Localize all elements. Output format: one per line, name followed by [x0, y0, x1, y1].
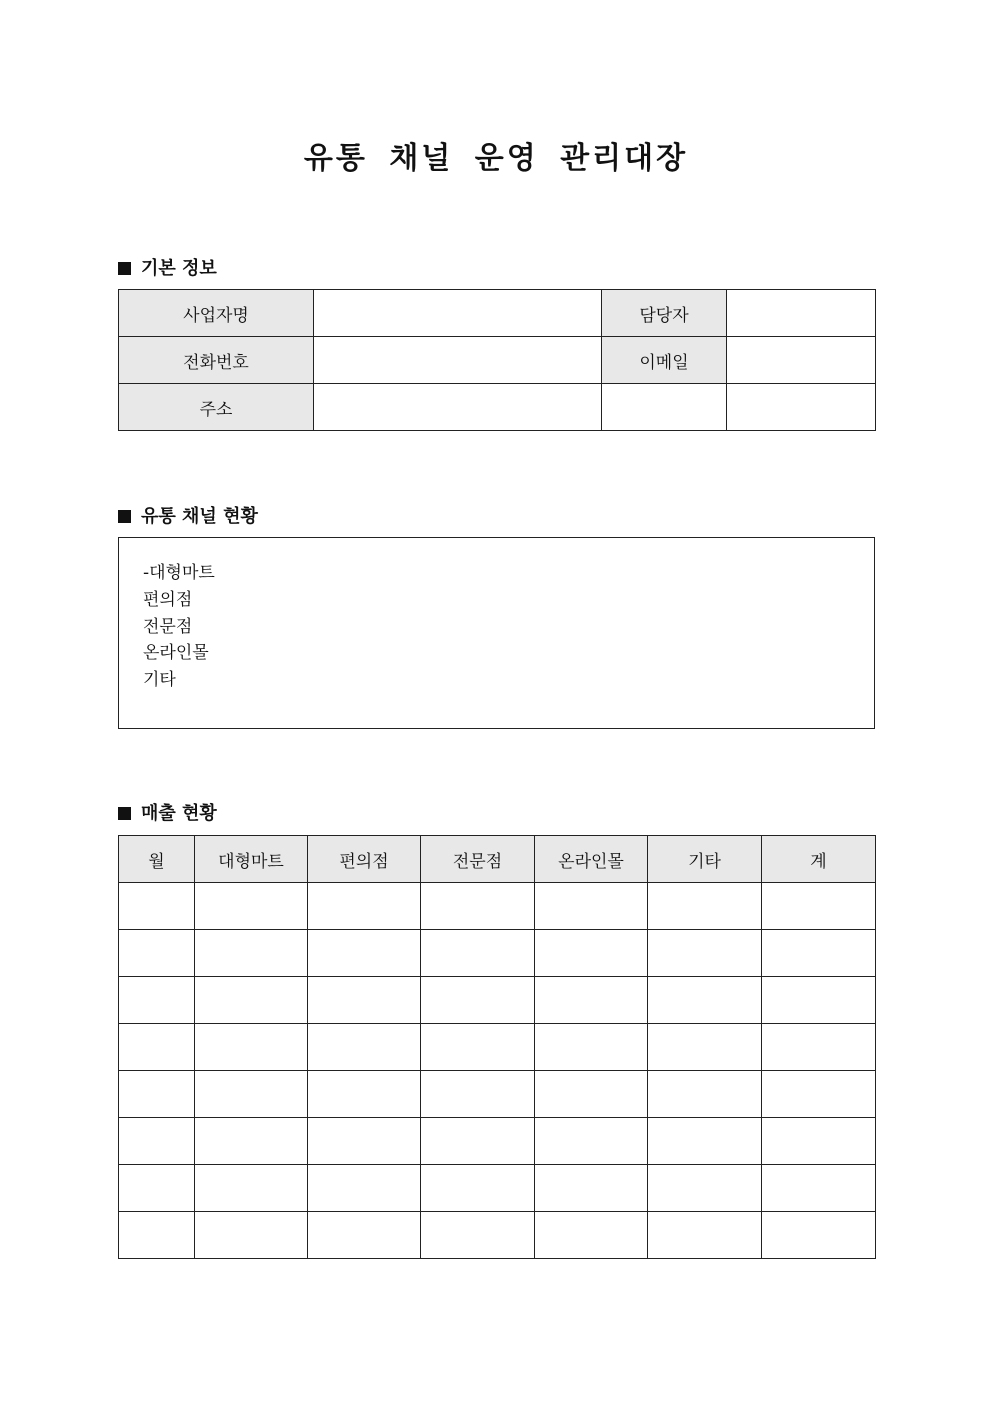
sales-table-body: [119, 883, 876, 1259]
cell-online-mall[interactable]: [535, 1071, 648, 1118]
cell-hypermarket[interactable]: [195, 883, 308, 930]
cell-online-mall[interactable]: [535, 930, 648, 977]
cell-online-mall[interactable]: [535, 883, 648, 930]
cell-other[interactable]: [648, 977, 762, 1024]
email-field[interactable]: [727, 337, 876, 384]
table-row: [119, 1118, 876, 1165]
table-row: [119, 977, 876, 1024]
cell-convenience-store[interactable]: [308, 930, 421, 977]
channel-item: 온라인몰: [143, 643, 209, 663]
cell-specialty-store[interactable]: [421, 1118, 535, 1165]
cell-hypermarket[interactable]: [195, 1118, 308, 1165]
table-row: [119, 1212, 876, 1259]
cell-month[interactable]: [119, 883, 195, 930]
cell-other[interactable]: [648, 1212, 762, 1259]
cell-other[interactable]: [648, 1071, 762, 1118]
cell-specialty-store[interactable]: [421, 977, 535, 1024]
table-row: [119, 337, 876, 384]
cell-total[interactable]: [762, 930, 876, 977]
cell-online-mall[interactable]: [535, 1024, 648, 1071]
table-row: [119, 1165, 876, 1212]
cell-total[interactable]: [762, 1212, 876, 1259]
cell-specialty-store[interactable]: [421, 1165, 535, 1212]
cell-convenience-store[interactable]: [308, 1024, 421, 1071]
cell-specialty-store[interactable]: [421, 1071, 535, 1118]
column-header-total: 계: [762, 836, 876, 883]
cell-convenience-store[interactable]: [308, 883, 421, 930]
cell-hypermarket[interactable]: [195, 1071, 308, 1118]
column-header-other: 기타: [648, 836, 762, 883]
address-extra-field-2[interactable]: [727, 384, 876, 431]
phone-field[interactable]: [314, 337, 602, 384]
table-row: [119, 1071, 876, 1118]
cell-convenience-store[interactable]: [308, 977, 421, 1024]
column-header-online-mall: 온라인몰: [535, 836, 648, 883]
column-header-specialty-store: 전문점: [421, 836, 535, 883]
channel-item: -대형마트: [143, 563, 215, 583]
cell-month[interactable]: [119, 1071, 195, 1118]
section-heading-label: 매출 현황: [141, 803, 217, 824]
phone-label: 전화번호: [119, 337, 314, 384]
cell-other[interactable]: [648, 930, 762, 977]
section-heading-label: 기본 정보: [141, 258, 217, 279]
cell-convenience-store[interactable]: [308, 1212, 421, 1259]
business-name-field[interactable]: [314, 290, 602, 337]
basic-info-table: [118, 289, 876, 431]
cell-online-mall[interactable]: [535, 1118, 648, 1165]
cell-online-mall[interactable]: [535, 1165, 648, 1212]
cell-month[interactable]: [119, 977, 195, 1024]
cell-month[interactable]: [119, 1118, 195, 1165]
table-row: [119, 930, 876, 977]
square-bullet-icon: [118, 510, 131, 523]
cell-convenience-store[interactable]: [308, 1071, 421, 1118]
cell-hypermarket[interactable]: [195, 1212, 308, 1259]
channel-item: 편의점: [143, 590, 193, 610]
table-row: [119, 1024, 876, 1071]
cell-specialty-store[interactable]: [421, 1024, 535, 1071]
column-header-hypermarket: 대형마트: [195, 836, 308, 883]
square-bullet-icon: [118, 807, 131, 820]
table-row: [119, 384, 876, 431]
cell-hypermarket[interactable]: [195, 1024, 308, 1071]
manager-label: 담당자: [602, 290, 727, 337]
section-heading-basic-info: [118, 254, 217, 280]
address-field[interactable]: [314, 384, 602, 431]
cell-total[interactable]: [762, 1024, 876, 1071]
page-title: 유통 채널 운영 관리대장: [303, 141, 689, 176]
section-heading-label: 유통 채널 현황: [141, 506, 258, 527]
channel-item: 기타: [143, 670, 176, 690]
cell-total[interactable]: [762, 1071, 876, 1118]
cell-month[interactable]: [119, 1165, 195, 1212]
cell-month[interactable]: [119, 1212, 195, 1259]
cell-online-mall[interactable]: [535, 1212, 648, 1259]
channel-item: 전문점: [143, 617, 193, 637]
cell-hypermarket[interactable]: [195, 977, 308, 1024]
cell-month[interactable]: [119, 930, 195, 977]
cell-hypermarket[interactable]: [195, 1165, 308, 1212]
cell-total[interactable]: [762, 977, 876, 1024]
cell-other[interactable]: [648, 1165, 762, 1212]
cell-total[interactable]: [762, 1165, 876, 1212]
address-label: 주소: [119, 384, 314, 431]
cell-specialty-store[interactable]: [421, 930, 535, 977]
cell-other[interactable]: [648, 1118, 762, 1165]
email-label: 이메일: [602, 337, 727, 384]
cell-convenience-store[interactable]: [308, 1165, 421, 1212]
cell-month[interactable]: [119, 1024, 195, 1071]
section-heading-channel-status: [118, 502, 258, 528]
address-extra-field[interactable]: [602, 384, 727, 431]
column-header-convenience-store: 편의점: [308, 836, 421, 883]
section-heading-sales-status: [118, 799, 217, 825]
cell-other[interactable]: [648, 1024, 762, 1071]
business-name-label: 사업자명: [119, 290, 314, 337]
cell-specialty-store[interactable]: [421, 883, 535, 930]
table-row: [119, 290, 876, 337]
cell-specialty-store[interactable]: [421, 1212, 535, 1259]
cell-online-mall[interactable]: [535, 977, 648, 1024]
cell-convenience-store[interactable]: [308, 1118, 421, 1165]
table-row: [119, 883, 876, 930]
cell-total[interactable]: [762, 883, 876, 930]
cell-total[interactable]: [762, 1118, 876, 1165]
cell-hypermarket[interactable]: [195, 930, 308, 977]
sales-table: [118, 835, 876, 1259]
table-header-row: [119, 836, 876, 883]
manager-field[interactable]: [727, 290, 876, 337]
square-bullet-icon: [118, 262, 131, 275]
column-header-month: 월: [119, 836, 195, 883]
cell-other[interactable]: [648, 883, 762, 930]
channel-status-box: [118, 537, 875, 729]
